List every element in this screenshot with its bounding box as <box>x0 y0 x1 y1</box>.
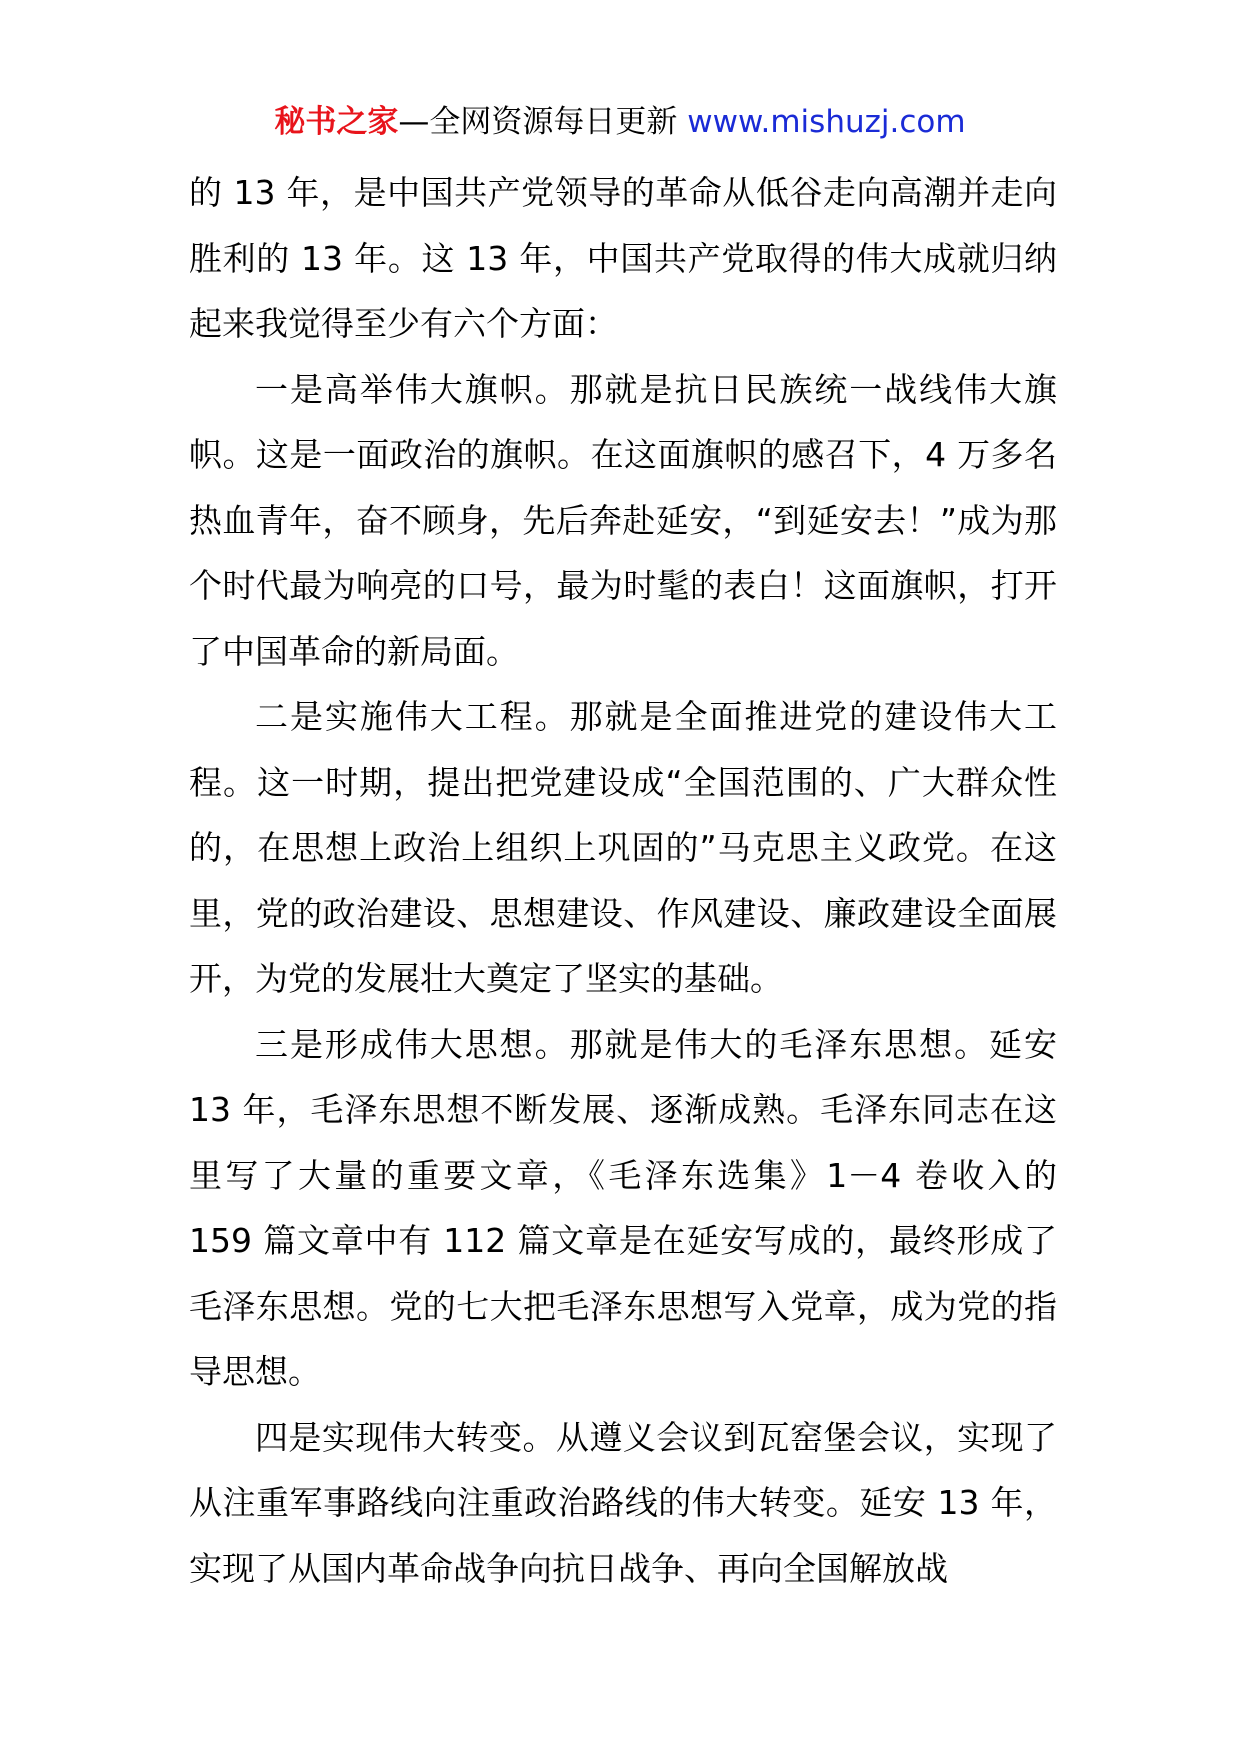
site-brand: 秘书之家 <box>274 104 399 140</box>
paragraph-point-two: 二是实施伟大工程。那就是全面推进党的建设伟大工程。这一时期，提出把党建设成“全国范围的、广大群众性的，在思想上政治上组织上巩固的”马克思主义政党。在这里，党的政治建设、思想建设、作风建设、廉政建设全面展开，为党的发展壮大奠定了坚实的基础。 <box>189 697 1057 998</box>
site-header <box>0 102 1240 142</box>
paragraph-intro: 的 13 年，是中国共产党领导的革命从低谷走向高潮并走向胜利的 13 年。这 13 年，中国共产党取得的伟大成就归纳起来我觉得至少有六个方面： <box>189 173 1057 343</box>
site-tagline: —全网资源每日更新 <box>398 104 688 140</box>
document-body <box>189 160 1057 1601</box>
paragraph-point-four: 四是实现伟大转变。从遵义会议到瓦窑堡会议，实现了从注重军事路线向注重政治路线的伟大转变。延安 13 年，实现了从国内革命战争向抗日战争、再向全国解放战 <box>189 1417 1057 1588</box>
paragraph-point-one: 一是高举伟大旗帜。那就是抗日民族统一战线伟大旗帜。这是一面政治的旗帜。在这面旗帜的感召下，4 万多名热血青年，奋不顾身，先后奔赴延安，“到延安去！”成为那个时代最为响亮的口号，最为时髦的表白！这面旗帜，打开了中国革命的新局面。 <box>189 369 1057 671</box>
paragraph-point-three: 三是形成伟大思想。那就是伟大的毛泽东思想。延安 13 年，毛泽东思想不断发展、逐渐成熟。毛泽东同志在这里写了大量的重要文章，《毛泽东选集》1－4 卷收入的 159 篇文章中有 112 篇文章是在延安写成的，最终形成了毛泽东思想。党的七大把毛泽东思想写入党章，成为党的指导思想。 <box>189 1024 1057 1391</box>
site-url-link[interactable]: www.mishuzj.com <box>687 104 966 140</box>
